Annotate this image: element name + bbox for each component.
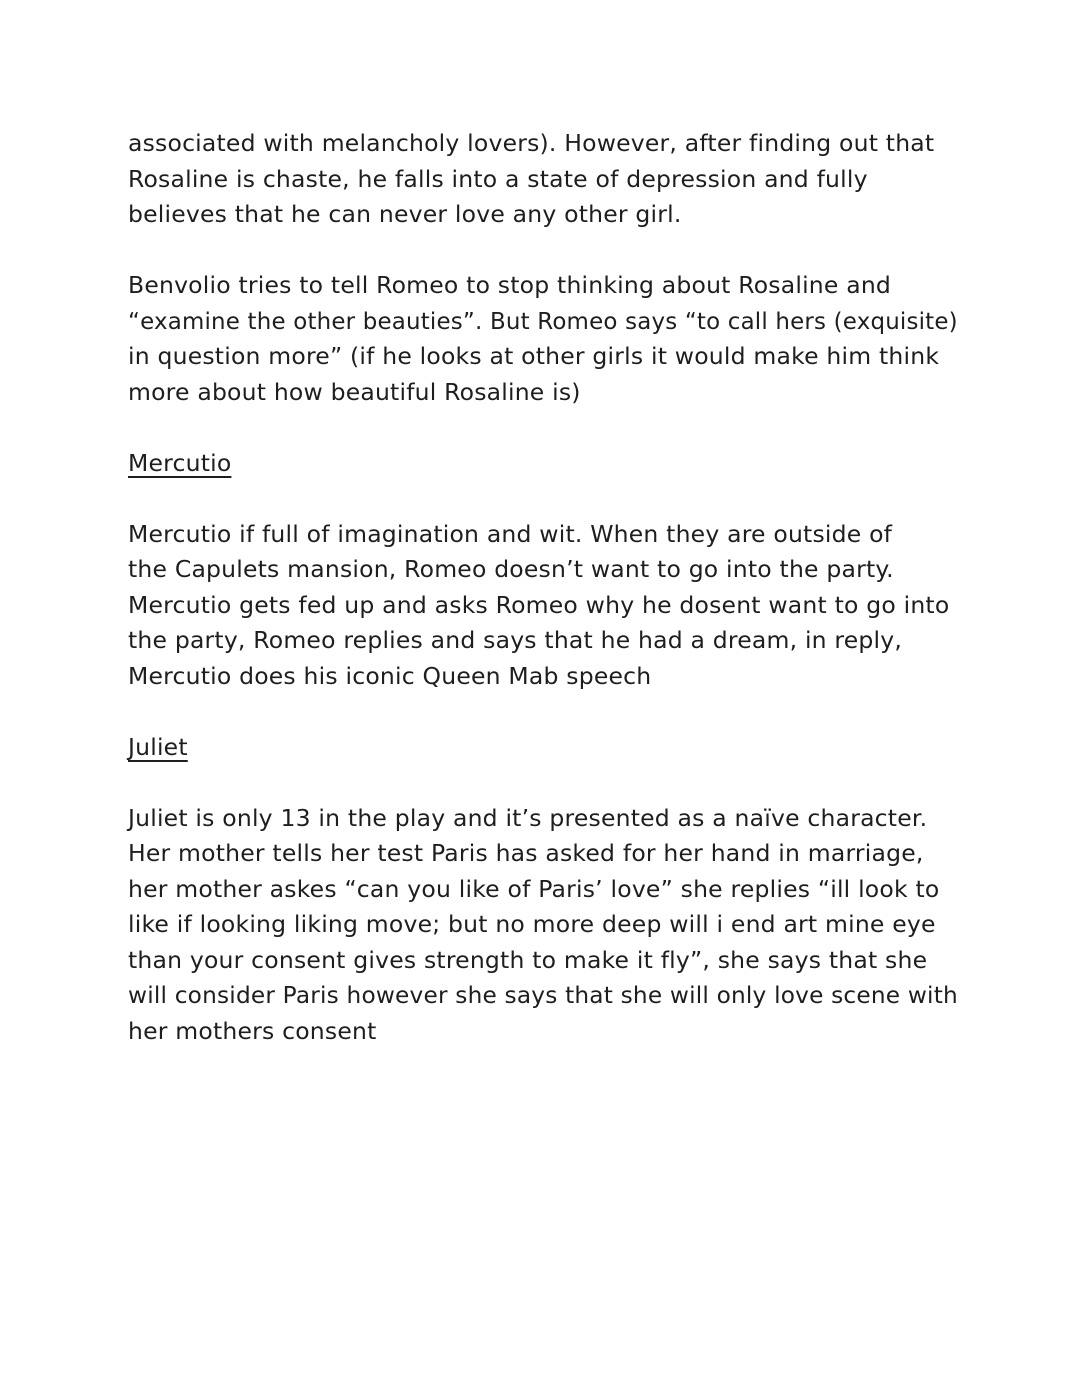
text-line: Mercutio does his iconic Queen Mab speech [128,661,652,690]
paragraph-spacer [128,410,958,446]
paragraph-spacer [128,481,958,517]
text-line: than your consent gives strength to make it fly”, she says that she [128,945,928,974]
text-line: the Capulets mansion, Romeo doesn’t want to go into the party. [128,555,894,583]
text-line: like if looking liking move; but no more deep will i end art mine eye [128,910,936,938]
text-line: in question more” (if he looks at other girls it would make him think [128,342,940,370]
section-heading-juliet: Juliet [128,732,188,761]
paragraph-mercutio [128,517,958,695]
text-line: Rosaline is chaste, he falls into a state of depression and fully [128,164,868,193]
text-line: Her mother tells her test Paris has asked for her hand in marriage, [128,839,924,867]
text-line: associated with melancholy lovers). However, after finding out that [128,129,935,157]
paragraph-spacer [128,233,958,269]
text-line: her mother askes “can you like of Paris’ love” she replies “ill look to [128,874,940,903]
paragraph-rosaline-melancholy [128,126,958,233]
section-heading-mercutio: Mercutio [128,448,232,477]
text-line: Mercutio if full of imagination and wit. When they are outside of [128,519,893,548]
text-line: more about how beautiful Rosaline is) [128,377,581,406]
text-line: her mothers consent [128,1016,377,1045]
text-line: believes that he can never love any other girl. [128,200,682,228]
paragraph-benvolio [128,268,958,410]
text-line: the party, Romeo replies and says that he had a dream, in reply, [128,626,903,654]
paragraph-spacer [128,694,958,730]
section-heading-row [128,446,958,482]
text-line: Mercutio gets fed up and asks Romeo why he dosent want to go into [128,590,950,619]
text-line: will consider Paris however she says that she will only love scene with [128,981,958,1009]
text-line: “examine the other beauties”. But Romeo says “to call hers (exquisite) [128,306,958,335]
document-page [128,126,958,1049]
paragraph-juliet [128,801,958,1050]
section-heading-row [128,730,958,766]
text-line: Juliet is only 13 in the play and it’s presented as a naïve character. [128,803,928,832]
text-line: Benvolio tries to tell Romeo to stop thinking about Rosaline and [128,271,892,299]
paragraph-spacer [128,765,958,801]
